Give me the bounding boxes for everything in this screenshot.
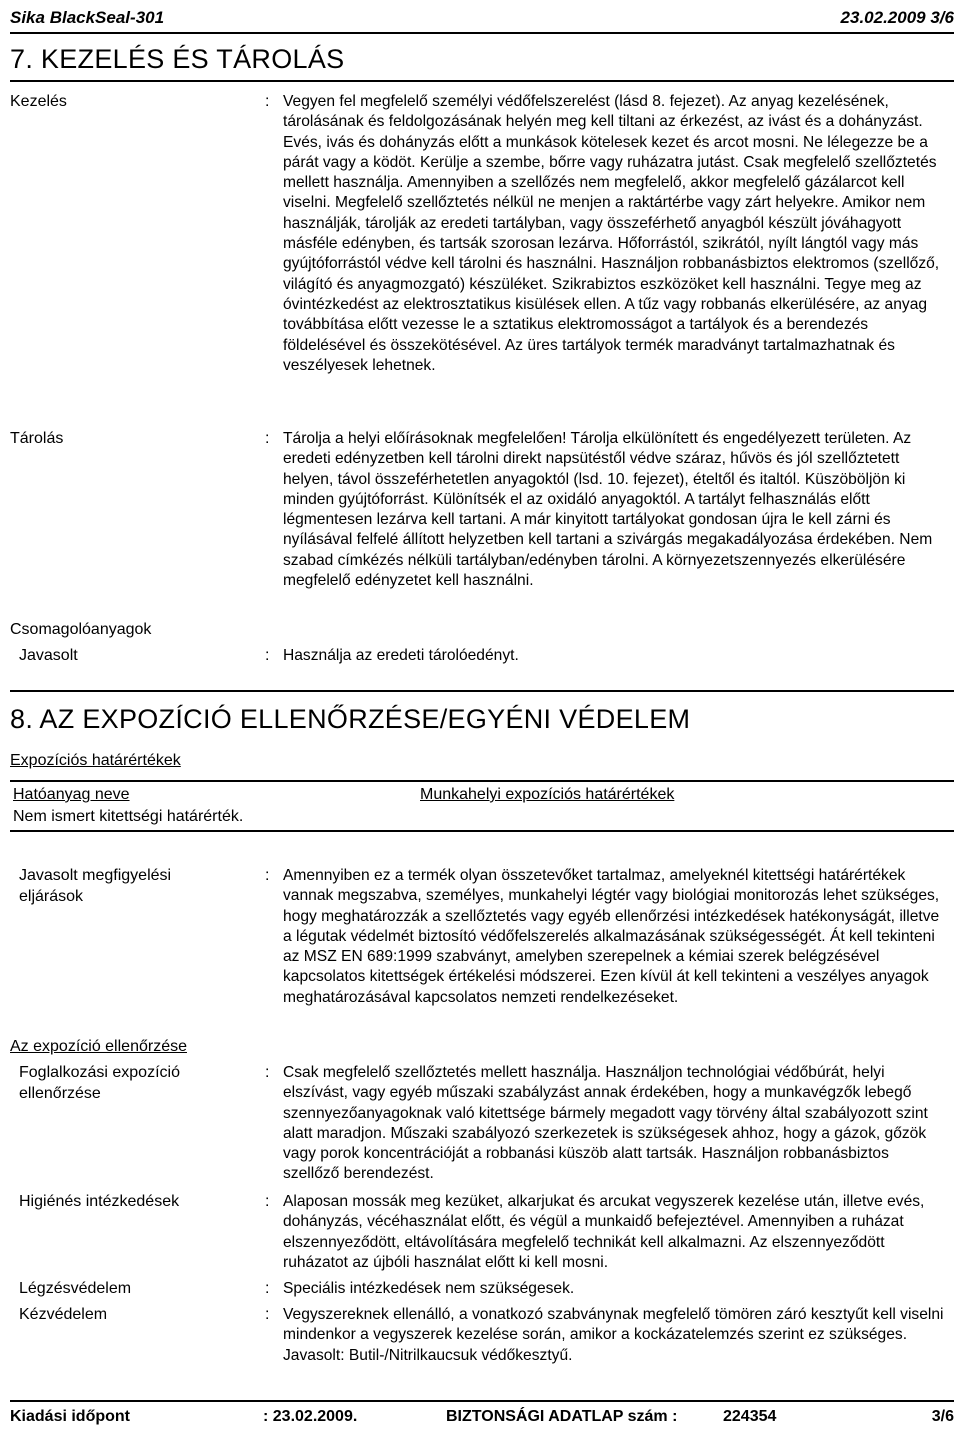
kezeles-label: Kezelés xyxy=(10,93,67,110)
tarolas-label: Tárolás xyxy=(10,430,64,447)
divider xyxy=(10,690,954,692)
expo-limits-heading: Expozíciós határértékek xyxy=(10,752,181,769)
hand-label: Kézvédelem xyxy=(19,1306,108,1323)
colon: : xyxy=(265,1280,270,1297)
divider xyxy=(10,80,954,82)
colon: : xyxy=(265,430,270,447)
sds-number: 224354 xyxy=(723,1408,777,1425)
hand-text: Vegyszereknek ellenálló, a vonatkozó szabványnak megfelelő tömören záró kesztyűt kell viselni mindenkor a vegyszerek kezelése során, amikor a kockázatelemzés szerint ez szükséges. Javasolt: Butil-/Nitrilkaucsuk védőkesztyű. xyxy=(283,1306,944,1364)
issue-label: Kiadási időpont xyxy=(10,1408,130,1425)
exposure-control-heading: Az expozíció ellenőrzése xyxy=(10,1038,187,1055)
javasolt-label: Javasolt xyxy=(19,647,78,664)
csomagolo-label: Csomagolóanyagok xyxy=(10,621,152,638)
hygiene-label: Higiénés intézkedések xyxy=(19,1193,180,1210)
hygiene-text: Alaposan mossák meg kezüket, alkarjukat és arcukat vegyszerek kezelése után, illetve evés, dohányzás, vécéhasználat előtt, és végül a munkaidő befejeztével. Amennyiben a ruházat elszennyeződött, eltávolítására megfelelő technikát kell alkalmazni. Az elszennyeződött ruházatot az újbóli használat előtt ki kell mosni. xyxy=(283,1193,925,1271)
monitoring-label-1: Javasolt megfigyelési xyxy=(19,867,172,884)
section-7-title: 7. KEZELÉS ÉS TÁROLÁS xyxy=(10,44,345,74)
colon: : xyxy=(265,1064,270,1081)
sds-label: BIZTONSÁGI ADATLAP szám : xyxy=(446,1408,678,1425)
respiratory-text: Speciális intézkedések nem szükségesek. xyxy=(283,1280,575,1297)
monitoring-label-2: eljárások xyxy=(19,888,84,905)
footer-page: 3/6 xyxy=(931,1408,954,1425)
no-limits-cell: Nem ismert kitettségi határérték. xyxy=(13,808,244,825)
respiratory-label: Légzésvédelem xyxy=(19,1280,132,1297)
section-8-title: 8. AZ EXPOZÍCIÓ ELLENŐRZÉSE/EGYÉNI VÉDELEM xyxy=(10,704,691,734)
page-footer xyxy=(10,1400,954,1432)
colon: : xyxy=(265,1193,270,1210)
occupational-label-1: Foglalkozási expozíció xyxy=(19,1064,180,1081)
csomagolo-text: Használja az eredeti tárolóedényt. xyxy=(283,647,519,664)
col-workplace-header: Munkahelyi expozíciós határértékek xyxy=(420,786,675,803)
colon: : xyxy=(265,1306,270,1323)
issue-date: : 23.02.2009. xyxy=(263,1408,358,1425)
limits-table xyxy=(10,780,954,832)
occupational-label-2: ellenőrzése xyxy=(19,1085,101,1102)
product-name: Sika BlackSeal-301 xyxy=(10,8,165,27)
occupational-text: Csak megfelelő szellőztetés mellett használja. Használjon technológiai védőbúrát, helyi elszívást, vagy egyéb műszaki szabályzást annak érdekében, hogy a munkavégzők lebegő szennyezőanyagoknak való kitettsége bármely megadott vagy törvény által szabályozott szint alatt maradjon. Műszaki szabályozó szerkezetek is szükségesek ahhoz, hogy a gázok, gőzök vagy porok koncentrációját a robbanási küszöb alatt tartsák. Használjon robbanásbiztos szellőző berendezést. xyxy=(283,1064,928,1183)
colon: : xyxy=(265,867,270,884)
header-date-page: 23.02.2009 3/6 xyxy=(840,8,954,27)
col-active-header: Hatóanyag neve xyxy=(13,786,130,803)
colon: : xyxy=(265,647,270,664)
page-header xyxy=(10,6,954,34)
kezeles-text: Vegyen fel megfelelő személyi védőfelszerelést (lásd 8. fejezet). Az anyag kezelésének, tárolásának és feldolgozásának helyén meg kell tiltani az érkezést, az ivást és a dohányzást. Evés, ivás és dohányzás előtt a munkások kötelesek kezet és arcot mosni. Ne lélegezze be a párát vagy a ködöt. Kerülje a szembe, bőrre vagy ruházatra jutást. Csak megfelelő szellőztetés mellett használja. Amennyiben a szellőzés nem megfelelő, akkor megfelelő gázálarcot kell viselni. Megfelelő szellőztetés nélkül ne menjen a raktártérbe vagy zárt helyekre. Amikor nem használják, tárolják az eredeti tartályban, vagy összeférhető anyagból készült jóváhagyott másféle edényben, és tartsák szorosan lezárva. Hőforrástól, szikrától, nyílt lángtól vagy más gyújtóforrástól védve kell tárolni és használni. Használjon robbanásbiztos elektromos (szellőző, világító és anyagmozgató) készüléket. Szikrabiztos eszközöket kell használni. Tegye meg az óvintézkedést az elektrosztatikus kisülések ellen. A tűz vagy robbanás elkerülésére, az anyag továbbítása előtt vezesse le a sztatikus elektromosságot a tartályok és a berendezés földelésével és összekötésével. Az üres tartályok termék maradványt tartalmazhatnak és veszélyesek lehetnek. xyxy=(283,93,940,374)
tarolas-text: Tárolja a helyi előírásoknak megfelelően! Tárolja elkülönített és engedélyezett területen. Az eredeti edényzetben kell tárolni direkt napsütéstől védve száraz, hűvös és jól szellőztetett helyen, távol összeférhetetlen anyagoktól (lsd. 10. fejezet), ételtől és italtól. Küszöböljön ki minden gyújtóforrást. Különítsék el az oxidáló anyagoktól. A tartályt felhasználás előtt légmentesen lezárva kell tartani. A már kinyitott tartályokat gondosan újra le kell zárni és nyílásával felfelé állított helyzetben kell tartani a szivárgás megakadályozása érdekében. Nem szabad címkézés nélküli tartályban/edényben tárolni. A környezetszennyezés elkerülésére megfelelő edényzetet kell használni. xyxy=(283,430,933,590)
monitoring-text: Amennyiben ez a termék olyan összetevőket tartalmaz, amelyeknél kitettségi határértékek vannak megszabva, személyes, munkahelyi légtér vagy biológiai monitorozás lehet szükséges, hogy meghatározzák a szellőztetés vagy egyéb ellenőrzési intézkedések hatékonyságát, illetve a légutak védelmét biztosító védőfelszerelés alkalmazásának szükségességét. Át kell tekinteni az MSZ EN 689:1999 szabványt, amelyben szerepelnek a kémiai szerek belégzésével kapcsolatos kitettségek értékelési módszerei. Ezen kívül át kell tekinteni a veszélyes anyagok meghatározásával kapcsolatos nemzeti rendelkezéseket. xyxy=(283,867,940,1006)
colon: : xyxy=(265,93,270,110)
